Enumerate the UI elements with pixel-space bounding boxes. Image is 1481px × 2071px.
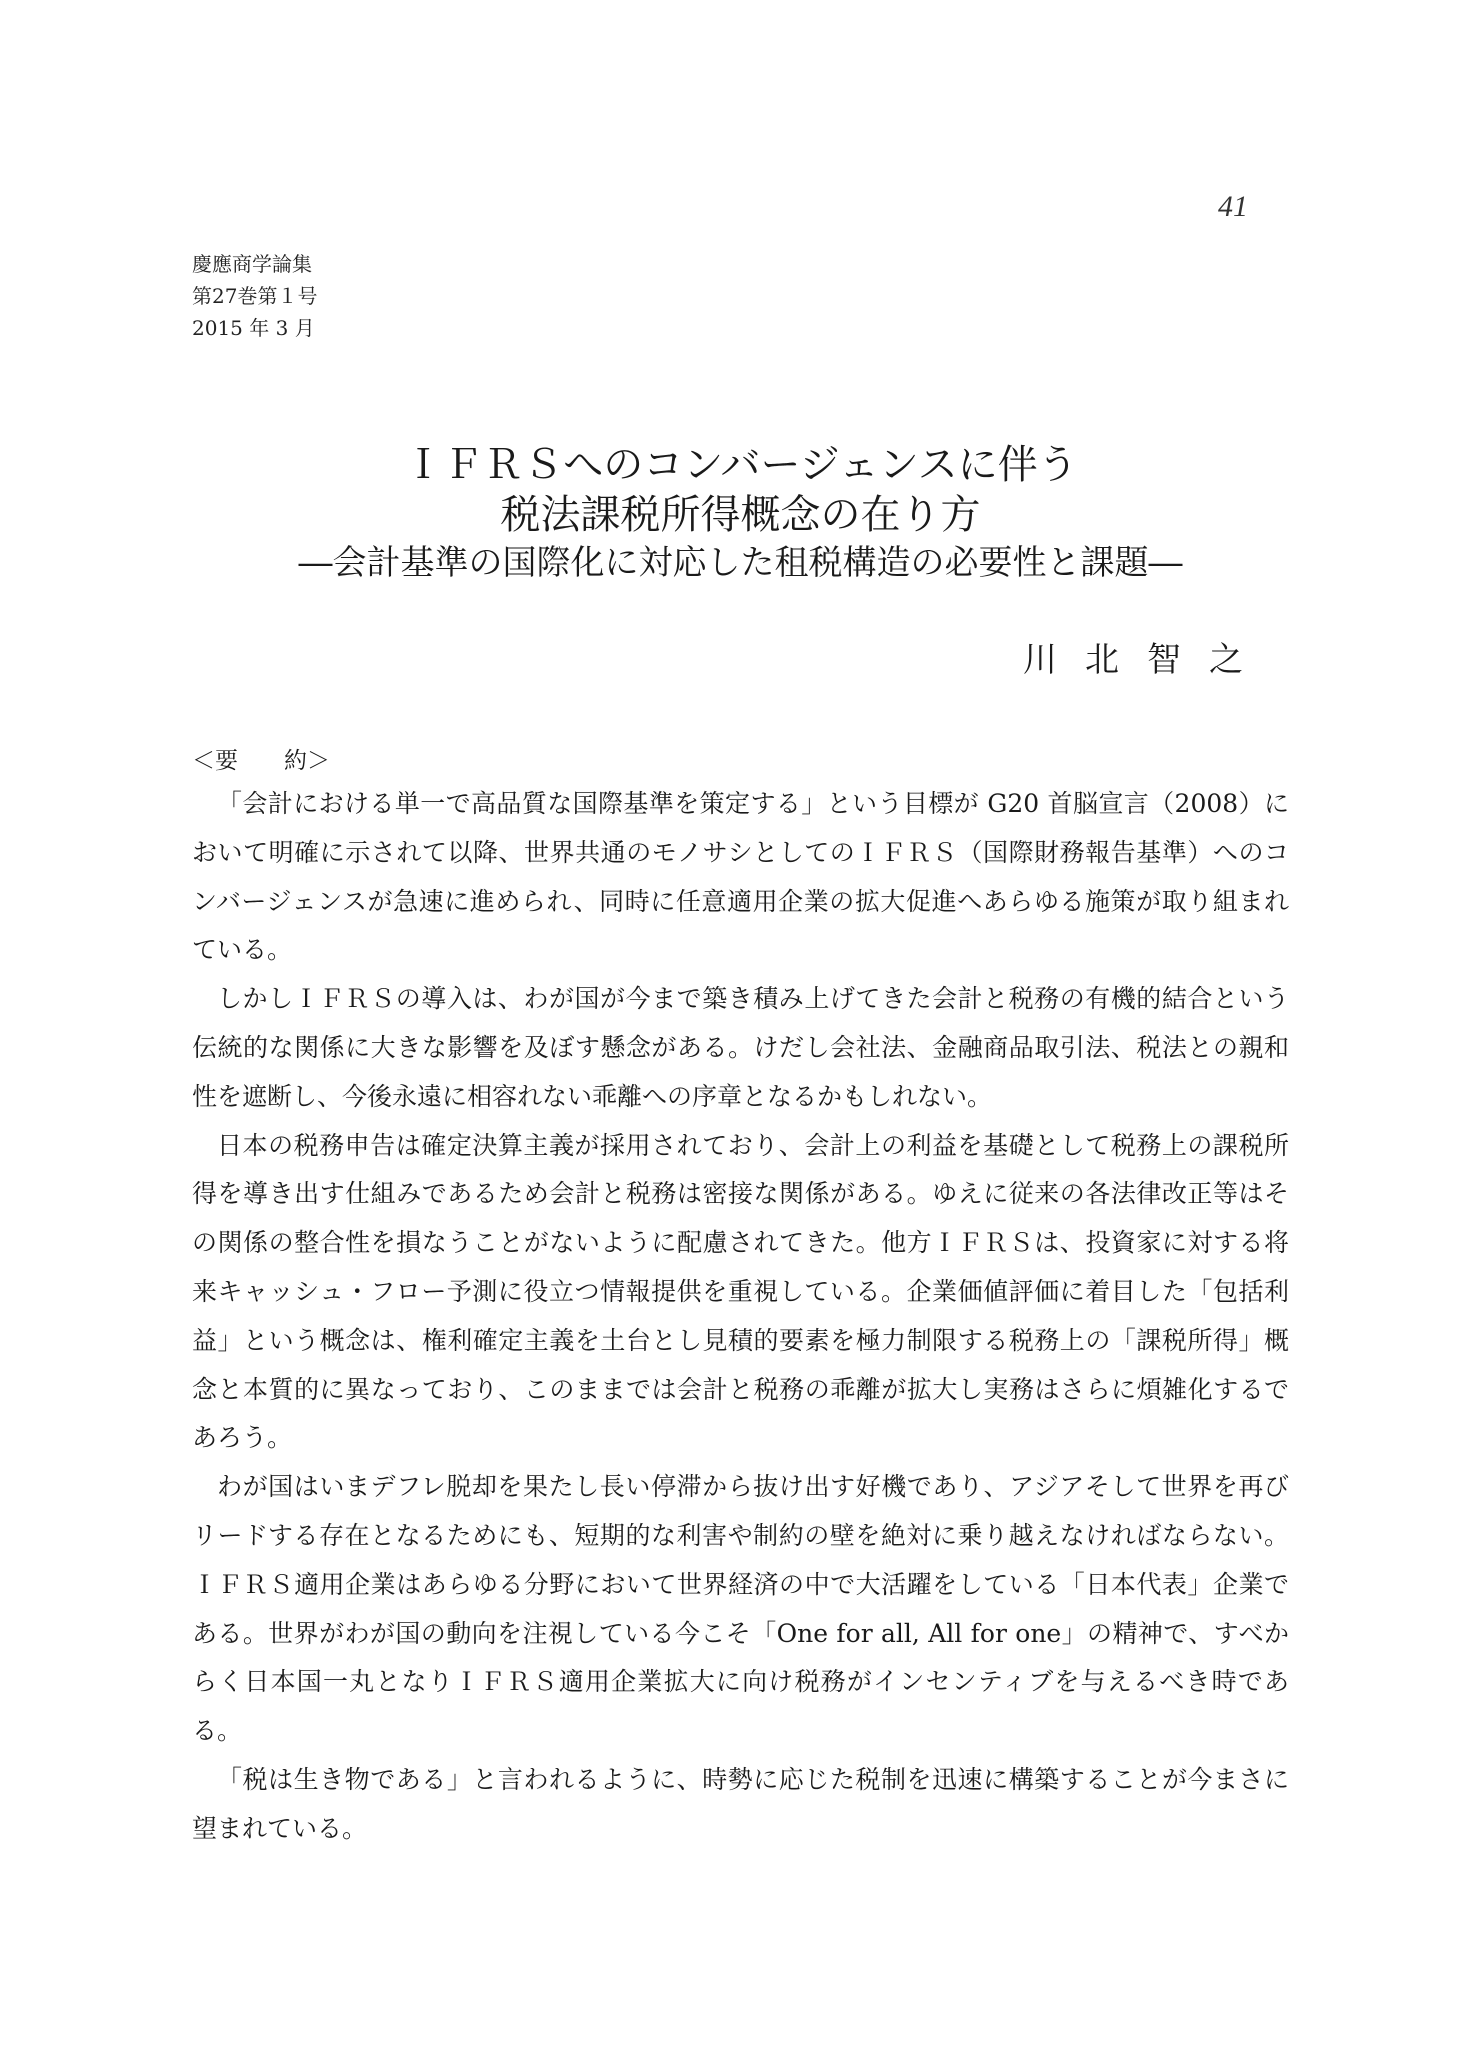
journal-name: 慶應商学論集 xyxy=(192,252,312,276)
page-number: 41 xyxy=(1218,190,1248,223)
abstract-paragraph-5: 「税は生き物である」と言われるように、時勢に応じた税制を迅速に構築することが今まさに望まれている。 xyxy=(192,1764,1289,1843)
summary-heading: ＜要 約＞ xyxy=(192,748,330,774)
article-title xyxy=(192,440,1289,586)
article-subtitle: ―会計基準の国際化に対応した租税構造の必要性と課題― xyxy=(298,543,1183,583)
author-name: 川北智之 xyxy=(1023,640,1271,680)
journal-volume: 第27巻第１号 xyxy=(192,284,318,308)
abstract-paragraph-2: しかしＩＦＲＳの導入は、わが国が今まで築き積み上げてきた会計と税務の有機的結合という伝統的な関係に大きな影響を及ぼす懸念がある。けだし会社法、金融商品取引法、税法との親和性を遮断し、今後永遠に相容れない乖離への序章となるかもしれない。 xyxy=(192,984,1289,1111)
abstract-paragraph-4: わが国はいまデフレ脱却を果たし長い停滞から抜け出す好機であり、アジアそして世界を再びリードする存在となるためにも、短期的な利害や制約の壁を絶対に乗り越えなければならない。ＩＦＲＳ適用企業はあらゆる分野において世界経済の中で大活躍をしている「日本代表」企業である。世界がわが国の動向を注視している今こそ「One for all, All for one」の精神で、すべからく日本国一丸となりＩＦＲＳ適用企業拡大に向け税務がインセンティブを与えるべき時である。 xyxy=(192,1472,1289,1746)
journal-date: 2015 年 3 月 xyxy=(192,316,315,340)
title-line-1: ＩＦＲＳへのコンバージェンスに伴う xyxy=(403,442,1078,488)
abstract-paragraph-1: 「会計における単一で高品質な国際基準を策定する」という目標が G20 首脳宣言（2008）において明確に示されて以降、世界共通のモノサシとしてのＩＦＲＳ（国際財務報告基準）へのコンバージェンスが急速に進められ、同時に任意適用企業の拡大促進へあらゆる施策が取り組まれている。 xyxy=(192,789,1289,965)
journal-info xyxy=(192,248,317,344)
abstract-body xyxy=(192,780,1289,1854)
abstract-paragraph-3: 日本の税務申告は確定決算主義が採用されており、会計上の利益を基礎として税務上の課税所得を導き出す仕組みであるため会計と税務は密接な関係がある。ゆえに従来の各法律改正等はその関係の整合性を損なうことがないように配慮されてきた。他方ＩＦＲＳは、投資家に対する将来キャッシュ・フロー予測に役立つ情報提供を重視している。企業価値評価に着目した「包括利益」という概念は、権利確定主義を土台とし見積的要素を極力制限する税務上の「課税所得」概念と本質的に異なっており、このままでは会計と税務の乖離が拡大し実務はさらに煩雑化するであろう。 xyxy=(192,1130,1289,1453)
title-line-2: 税法課税所得概念の在り方 xyxy=(500,492,981,538)
